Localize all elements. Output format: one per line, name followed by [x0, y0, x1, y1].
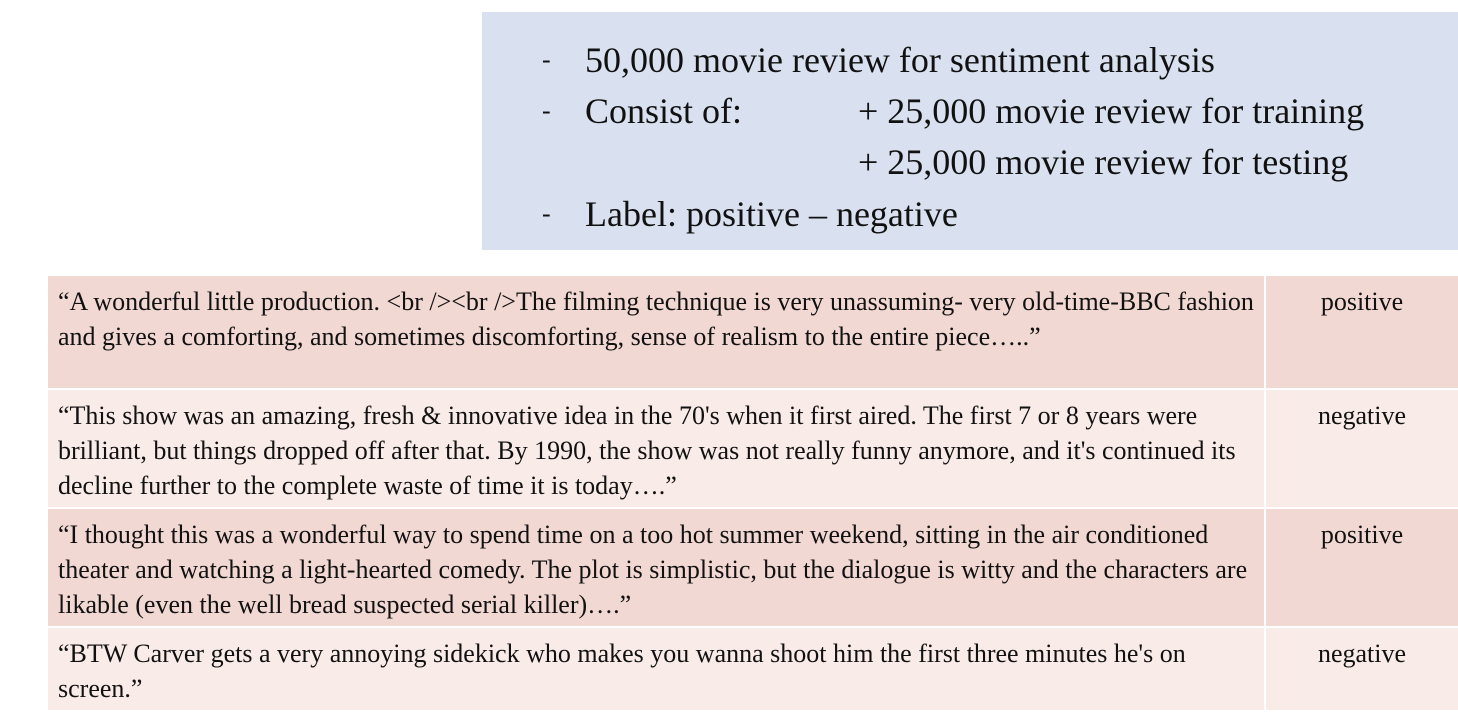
sentiment-label-cell: positive: [1265, 508, 1458, 627]
bullet-dash: -: [542, 199, 551, 228]
bullet-dash: -: [542, 96, 551, 125]
split-testing: + 25,000 movie review for testing: [858, 142, 1349, 182]
bullet-text: Label: positive – negative: [585, 194, 958, 234]
review-text-cell: “BTW Carver gets a very annoying sidekick who makes you wanna shoot him the first three minutes he's on screen.”: [47, 627, 1265, 711]
table-row: [47, 275, 1458, 389]
table-row: [47, 389, 1458, 508]
sentiment-label-cell: positive: [1265, 275, 1458, 389]
sentiment-label-cell: negative: [1265, 627, 1458, 711]
bullet-dash: -: [542, 45, 551, 74]
bullet-text: 50,000 movie review for sentiment analysis: [585, 40, 1215, 80]
split-training: + 25,000 movie review for training: [858, 91, 1365, 131]
table-row: [47, 627, 1458, 711]
review-text-cell: “A wonderful little production. <br /><br />The filming technique is very unassuming- very old-time-BBC fashion and gives a comforting, and sometimes discomforting, sense of realism to the entire piece…..”: [47, 275, 1265, 389]
review-text-cell: “I thought this was a wonderful way to spend time on a too hot summer weekend, sitting in the air conditioned theater and watching a light-hearted comedy. The plot is simplistic, but the dialogue is witty and the characters are likable (even the well bread suspected serial killer)….”: [47, 508, 1265, 627]
table-row: [47, 508, 1458, 627]
review-examples-table: [46, 274, 1458, 712]
bullet-text: Consist of:: [585, 91, 743, 131]
dataset-info-box: [482, 12, 1458, 250]
sentiment-label-cell: negative: [1265, 389, 1458, 508]
review-text-cell: “This show was an amazing, fresh & innovative idea in the 70's when it first aired. The first 7 or 8 years were brilliant, but things dropped off after that. By 1990, the show was not really funny anymore, and it's continued its decline further to the complete waste of time it is today….”: [47, 389, 1265, 508]
